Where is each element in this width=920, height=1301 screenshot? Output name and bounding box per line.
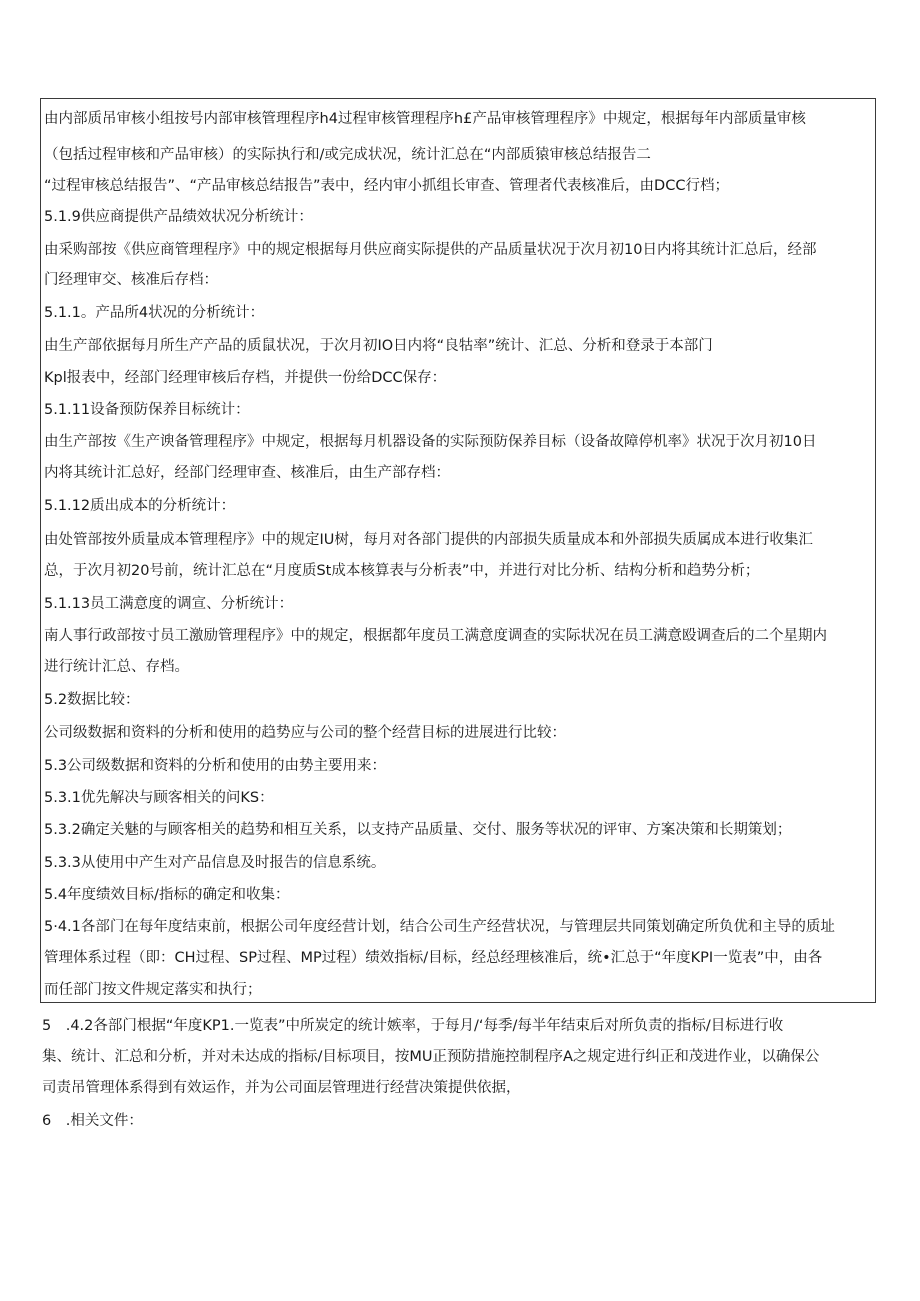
boxed-line: 由生产部依据每月所生产产品的质鼠状况，于次月初IO日内将“良牯率”统计、汇总、分析和登录于本部门	[44, 338, 713, 354]
body-line: 司责吊管理体系得到有效运作，并为公司面层管理进行经营决策提供依据，	[42, 1080, 521, 1096]
section-heading: 5.3公司级数据和资料的分析和使用的由势主要用来：	[44, 758, 387, 774]
section-heading: 5.1.9供应商提供产品绩效状况分析统计：	[44, 209, 313, 225]
section-heading: 6 .相关文件：	[42, 1113, 143, 1129]
section-heading: 5.2数据比较：	[44, 692, 140, 708]
boxed-line: 5·4.1各部门在每年度结束前，根据公司年度经营计划，结合公司生产经营状况，与管理层共同策划确定所负优和主导的质址	[44, 919, 835, 935]
boxed-line: 而任部门按文件规定落实和执行；	[44, 982, 262, 998]
section-heading: 5.1.11设备预防保养目标统计：	[44, 402, 250, 418]
body-line: 集、统计、汇总和分析，并对未达成的指标/目标项目，按MU正预防措施控制程序A之规定进行纠正和茂进作业，以确保公	[42, 1049, 820, 1065]
boxed-line: 由采购部按《供应商管理程序》中的规定根据每月供应商实际提供的产品质量状况于次月初10日内将其统计汇总后，经部	[44, 242, 817, 258]
boxed-line: 由内部质吊审核小组按号内部审核管理程序h4过程审核管理程序h£产品审核管理程序》中规定，根据每年内部质量审核	[44, 111, 806, 127]
boxed-line: （包括过程审核和产品审核）的实际执行和/或完成状况，统计汇总在“内部质猿审核总结报告二	[44, 147, 651, 163]
section-heading: 5.1.1。产品所4状况的分析统计：	[44, 305, 265, 321]
section-heading: 5.3.1优先解决与顾客相关的问KS：	[44, 790, 274, 806]
section-heading: 5.1.13员工满意度的调宣、分析统计：	[44, 596, 294, 612]
boxed-line: 5.3.2确定关魅的与顾客相关的趋势和相互关系，以支持产品质量、交付、服务等状况的评审、方案决策和长期策划；	[44, 822, 792, 838]
boxed-line: 门经理审交、核准后存档：	[44, 272, 218, 288]
boxed-line: 公司级数据和资料的分析和使用的趋势应与公司的整个经营目标的进展进行比较：	[44, 725, 566, 741]
boxed-line: 5.3.3从使用中产生对产品信息及时报告的信息系统。	[44, 855, 386, 871]
boxed-line: “过程审核总结报告”、“产品审核总结报告”表中，经内审小抓组长审查、管理者代表核准后，由DCC行档；	[44, 178, 729, 194]
boxed-line: 管理体系过程（即：CH过程、SP过程、MP过程）绩效指标/目标，经总经理核准后，统•汇总于“年度KPI一览表”中，由各	[44, 950, 823, 966]
body-line: 5 .4.2各部门根据“年度KP1.一览表”中所炭定的统计嫉率，于每月/‘每季/每半年结束后对所负责的指标/目标进行收	[42, 1018, 784, 1034]
boxed-line: Kpl报表中，经部门经理审核后存档，并提供一份给DCC保存：	[44, 370, 447, 386]
boxed-line: 由处管部按外质量成本管理程序》中的规定IU树，每月对各部门提供的内部损失质量成本和外部损失质属成本进行收集汇	[44, 532, 813, 548]
boxed-line: 南人事行政部按寸员工激励管理程序》中的规定，根据都年度员工满意度调查的实际状况在员工满意殴调查后的二个星期内	[44, 628, 827, 644]
boxed-line: 进行统计汇总、存档。	[44, 659, 189, 675]
section-heading: 5.1.12质出成本的分析统计：	[44, 498, 236, 514]
boxed-line: 由生产部按《生产谀备管理程序》中规定，根据每月机器设备的实际预防保养目标（设备故障停机率》状况于次月初10日	[44, 434, 817, 450]
boxed-line: 内将其统计汇总好，经部门经理审查、核准后，由生产部存档：	[44, 465, 450, 481]
section-heading: 5.4年度绩效目标/指标的确定和收集：	[44, 887, 290, 903]
boxed-line: 总，于次月初20号前，统计汇总在“月度质St成本核算表与分析表”中，并进行对比分析、结构分析和趋势分析；	[44, 563, 760, 579]
